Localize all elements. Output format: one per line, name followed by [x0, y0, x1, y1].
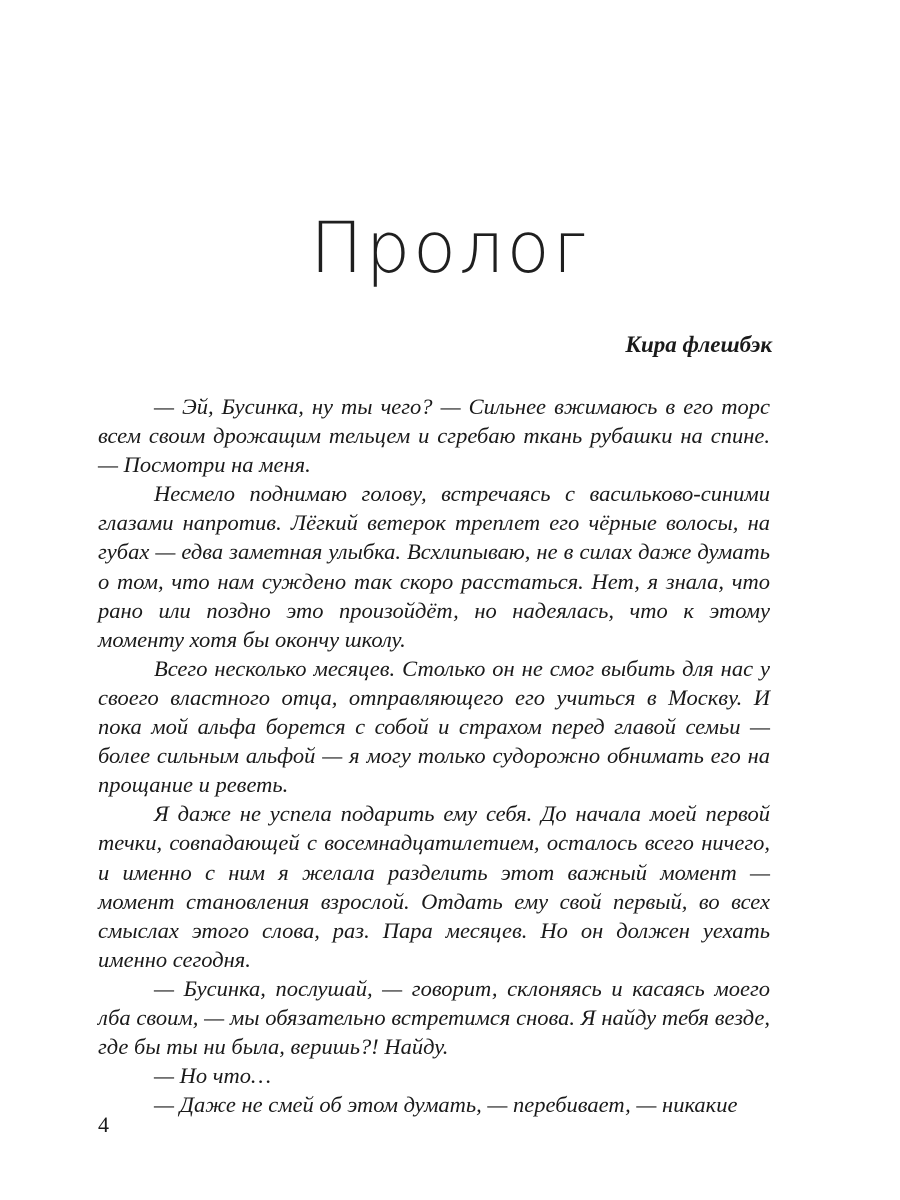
paragraph: — Эй, Бусинка, ну ты чего? — Сильнее вжимаюсь в его торс всем своим дрожащим тельцем и сгребаю ткань рубашки на спине. — Посмотри на меня. — [98, 394, 770, 478]
paragraph: Я даже не успела подарить ему себя. До начала моей первой течки, совпадающей с восемнадцатилетием, осталось всего ничего, и именно с ним я желала разделить этот важный момент — момент становления взрослой. Отдать ему свой первый, во всех смыслах этого слова, раз. Пара месяцев. Но он должен уехать именно сегодня. — [98, 801, 770, 972]
chapter-subtitle: Кира флешбэк — [625, 332, 772, 357]
chapter-title: Пролог — [310, 207, 590, 289]
paragraph: — Но что… — [154, 1063, 271, 1089]
paragraph: — Даже не смей об этом думать, — перебивает, — никакие — [154, 1092, 738, 1118]
paragraph: Всего несколько месяцев. Столько он не смог выбить для нас у своего властного отца, отправляющего его учиться в Москву. И пока мой альфа борется с собой и страхом перед главой семьи — более сильным альфой — я могу только судорожно обнимать его на прощание и реветь. — [98, 655, 770, 798]
body-text — [98, 392, 770, 1119]
paragraph: — Бусинка, послушай, — говорит, склоняясь и касаясь моего лба своим, — мы обязательно встретимся снова. Я найду тебя везде, где бы ты ни была, веришь?! Найду. — [98, 975, 770, 1060]
page-number: 4 — [98, 1112, 109, 1137]
paragraph: Несмело поднимаю голову, встречаясь с васильково-синими глазами напротив. Лёгкий ветерок треплет его чёрные волосы, на губах — едва заметная улыбка. Всхлипываю, не в силах даже думать о том, что нам суждено так скоро расстаться. Нет, я знала, что рано или поздно это произойдёт, но надеялась, что к этому моменту хотя бы окончу школу. — [98, 481, 770, 652]
